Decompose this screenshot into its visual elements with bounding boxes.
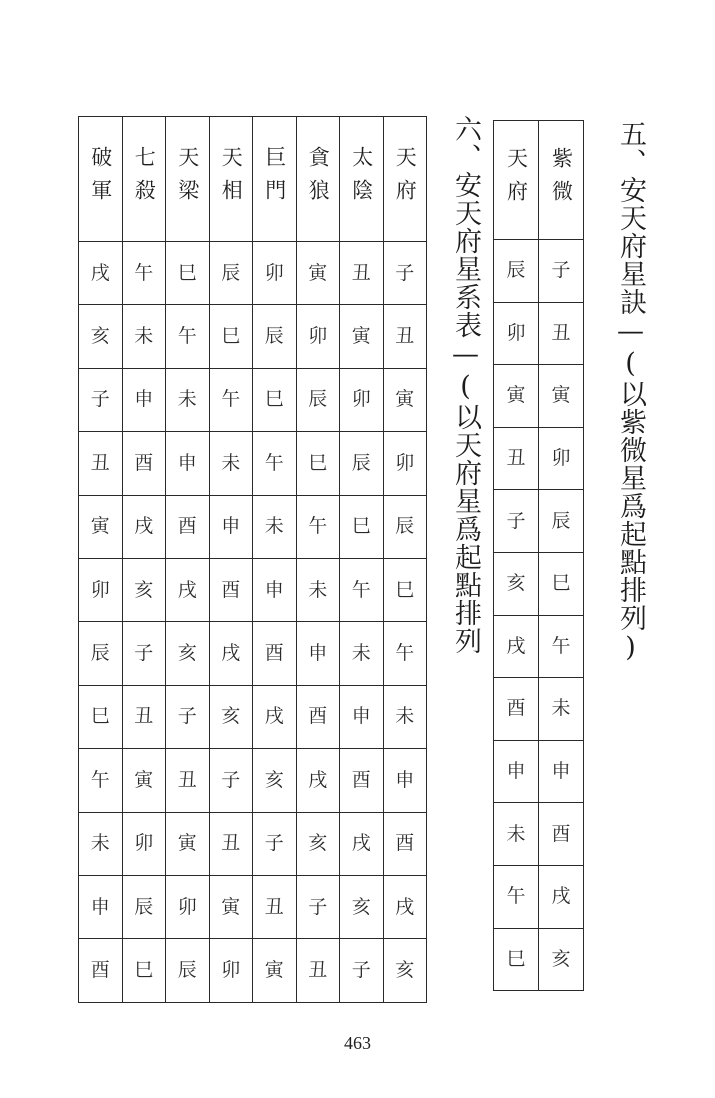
table-cell: 寅 — [209, 875, 253, 938]
table-header-row — [79, 117, 427, 242]
table-cell: 亥 — [539, 928, 584, 991]
table-row — [494, 302, 584, 365]
table-cell: 丑 — [539, 302, 584, 365]
table-cell: 酉 — [209, 558, 253, 621]
table-cell: 巳 — [209, 305, 253, 368]
table-cell: 酉 — [79, 939, 123, 1002]
table-cell: 戌 — [166, 558, 210, 621]
table-cell: 午 — [296, 495, 340, 558]
table-cell: 子 — [539, 240, 584, 303]
table-row — [494, 928, 584, 991]
table-cell: 申 — [209, 495, 253, 558]
table-cell: 午 — [340, 558, 384, 621]
table-cell: 卯 — [539, 427, 584, 490]
table-cell: 寅 — [79, 495, 123, 558]
table-cell: 亥 — [209, 685, 253, 748]
table-cell: 寅 — [296, 242, 340, 305]
table-cell: 辰 — [296, 368, 340, 431]
table-header-row — [494, 121, 584, 240]
table-cell: 午 — [539, 615, 584, 678]
table-cell: 未 — [494, 803, 539, 866]
table-cell: 卯 — [494, 302, 539, 365]
table-cell: 卯 — [122, 812, 166, 875]
table-cell: 辰 — [209, 242, 253, 305]
table-cell: 辰 — [494, 240, 539, 303]
table-cell: 未 — [122, 305, 166, 368]
table-cell: 丑 — [494, 427, 539, 490]
table-cell: 巳 — [253, 368, 297, 431]
table-cell: 未 — [253, 495, 297, 558]
table-cell: 未 — [296, 558, 340, 621]
table-cell: 卯 — [209, 939, 253, 1002]
table-cell: 亥 — [296, 812, 340, 875]
table-cell: 丑 — [122, 685, 166, 748]
table-row — [79, 749, 427, 812]
section6-heading: 六、安天府星系表—(以天府星爲起點排列 — [450, 115, 481, 655]
table-cell: 巳 — [383, 558, 427, 621]
table-cell: 酉 — [296, 685, 340, 748]
table-row — [79, 939, 427, 1002]
table-row — [79, 875, 427, 938]
table-cell: 酉 — [166, 495, 210, 558]
table-cell: 寅 — [383, 368, 427, 431]
table-cell: 午 — [383, 622, 427, 685]
table-cell: 亥 — [122, 558, 166, 621]
table-row — [494, 803, 584, 866]
section6-table — [78, 116, 427, 1003]
table-cell: 辰 — [383, 495, 427, 558]
table-cell: 戌 — [296, 749, 340, 812]
table-row — [494, 365, 584, 428]
table-cell: 寅 — [166, 812, 210, 875]
column-header: 七殺 — [122, 117, 166, 242]
table-cell: 未 — [340, 622, 384, 685]
table-cell: 卯 — [79, 558, 123, 621]
table-cell: 申 — [122, 368, 166, 431]
table-cell: 丑 — [253, 875, 297, 938]
table-cell: 子 — [253, 812, 297, 875]
column-header: 天府 — [494, 121, 539, 240]
table-cell: 戌 — [209, 622, 253, 685]
table-cell: 未 — [539, 678, 584, 741]
table-row — [79, 558, 427, 621]
table-cell: 丑 — [79, 432, 123, 495]
section5-heading: 五、安天府星訣—(以紫微星爲起點排列) — [615, 120, 646, 664]
table-cell: 寅 — [340, 305, 384, 368]
table-cell: 子 — [166, 685, 210, 748]
table-cell: 戌 — [539, 865, 584, 928]
table-row — [79, 685, 427, 748]
column-header: 紫微 — [539, 121, 584, 240]
table-cell: 午 — [79, 749, 123, 812]
table-cell: 辰 — [253, 305, 297, 368]
table-cell: 子 — [209, 749, 253, 812]
table-cell: 戌 — [253, 685, 297, 748]
column-header: 天府 — [383, 117, 427, 242]
table-cell: 酉 — [494, 678, 539, 741]
table-row — [494, 490, 584, 553]
table-cell: 巳 — [340, 495, 384, 558]
column-header: 破軍 — [79, 117, 123, 242]
table-row — [494, 740, 584, 803]
table-cell: 子 — [383, 242, 427, 305]
table-cell: 子 — [79, 368, 123, 431]
table-cell: 卯 — [253, 242, 297, 305]
table-cell: 酉 — [340, 749, 384, 812]
table-cell: 午 — [166, 305, 210, 368]
table-cell: 辰 — [166, 939, 210, 1002]
table-cell: 寅 — [494, 365, 539, 428]
table-row — [494, 865, 584, 928]
table-cell: 寅 — [253, 939, 297, 1002]
table-cell: 戌 — [79, 242, 123, 305]
table-cell: 午 — [253, 432, 297, 495]
table-cell: 卯 — [340, 368, 384, 431]
table-cell: 申 — [494, 740, 539, 803]
table-cell: 丑 — [209, 812, 253, 875]
table-cell: 申 — [79, 875, 123, 938]
page-number: 463 — [344, 1033, 371, 1053]
table-row — [494, 427, 584, 490]
table-cell: 亥 — [340, 875, 384, 938]
table-cell: 亥 — [253, 749, 297, 812]
table-cell: 巳 — [122, 939, 166, 1002]
table-cell: 酉 — [383, 812, 427, 875]
table-cell: 酉 — [122, 432, 166, 495]
table-cell: 巳 — [494, 928, 539, 991]
table-cell: 丑 — [340, 242, 384, 305]
table-cell: 巳 — [296, 432, 340, 495]
table-row — [79, 495, 427, 558]
table-cell: 戌 — [494, 615, 539, 678]
table-cell: 辰 — [340, 432, 384, 495]
table-row — [494, 678, 584, 741]
table-cell: 午 — [494, 865, 539, 928]
section5-table — [493, 120, 584, 991]
table-cell: 酉 — [253, 622, 297, 685]
table-row — [494, 615, 584, 678]
column-header: 天梁 — [166, 117, 210, 242]
table-cell: 戌 — [383, 875, 427, 938]
table-row — [494, 552, 584, 615]
table-cell: 亥 — [79, 305, 123, 368]
table-cell: 亥 — [166, 622, 210, 685]
column-header: 太陰 — [340, 117, 384, 242]
table-cell: 未 — [166, 368, 210, 431]
column-header: 天相 — [209, 117, 253, 242]
table-row — [79, 305, 427, 368]
table-cell: 未 — [383, 685, 427, 748]
table-cell: 申 — [253, 558, 297, 621]
table-cell: 丑 — [383, 305, 427, 368]
table-row — [79, 622, 427, 685]
table-cell: 卯 — [383, 432, 427, 495]
table-cell: 子 — [340, 939, 384, 1002]
table-cell: 巳 — [539, 552, 584, 615]
table-cell: 午 — [122, 242, 166, 305]
table-cell: 申 — [166, 432, 210, 495]
table-cell: 巳 — [166, 242, 210, 305]
table-cell: 申 — [383, 749, 427, 812]
table-cell: 未 — [209, 432, 253, 495]
table-cell: 午 — [209, 368, 253, 431]
table-cell: 丑 — [296, 939, 340, 1002]
table-cell: 寅 — [539, 365, 584, 428]
table-row — [79, 242, 427, 305]
table-cell: 寅 — [122, 749, 166, 812]
column-header: 貪狼 — [296, 117, 340, 242]
table-cell: 未 — [79, 812, 123, 875]
table-row — [79, 368, 427, 431]
table-row — [494, 240, 584, 303]
table-cell: 申 — [539, 740, 584, 803]
table-cell: 子 — [296, 875, 340, 938]
table-cell: 卯 — [166, 875, 210, 938]
column-header: 巨門 — [253, 117, 297, 242]
table-cell: 酉 — [539, 803, 584, 866]
table-cell: 辰 — [79, 622, 123, 685]
table-row — [79, 432, 427, 495]
table-cell: 子 — [122, 622, 166, 685]
table-cell: 丑 — [166, 749, 210, 812]
table-cell: 亥 — [494, 552, 539, 615]
table-cell: 辰 — [539, 490, 584, 553]
table-cell: 戌 — [340, 812, 384, 875]
table-cell: 申 — [340, 685, 384, 748]
table-cell: 戌 — [122, 495, 166, 558]
table-cell: 辰 — [122, 875, 166, 938]
table-row — [79, 812, 427, 875]
table-cell: 卯 — [296, 305, 340, 368]
table-cell: 子 — [494, 490, 539, 553]
table-cell: 巳 — [79, 685, 123, 748]
table-cell: 亥 — [383, 939, 427, 1002]
table-cell: 申 — [296, 622, 340, 685]
